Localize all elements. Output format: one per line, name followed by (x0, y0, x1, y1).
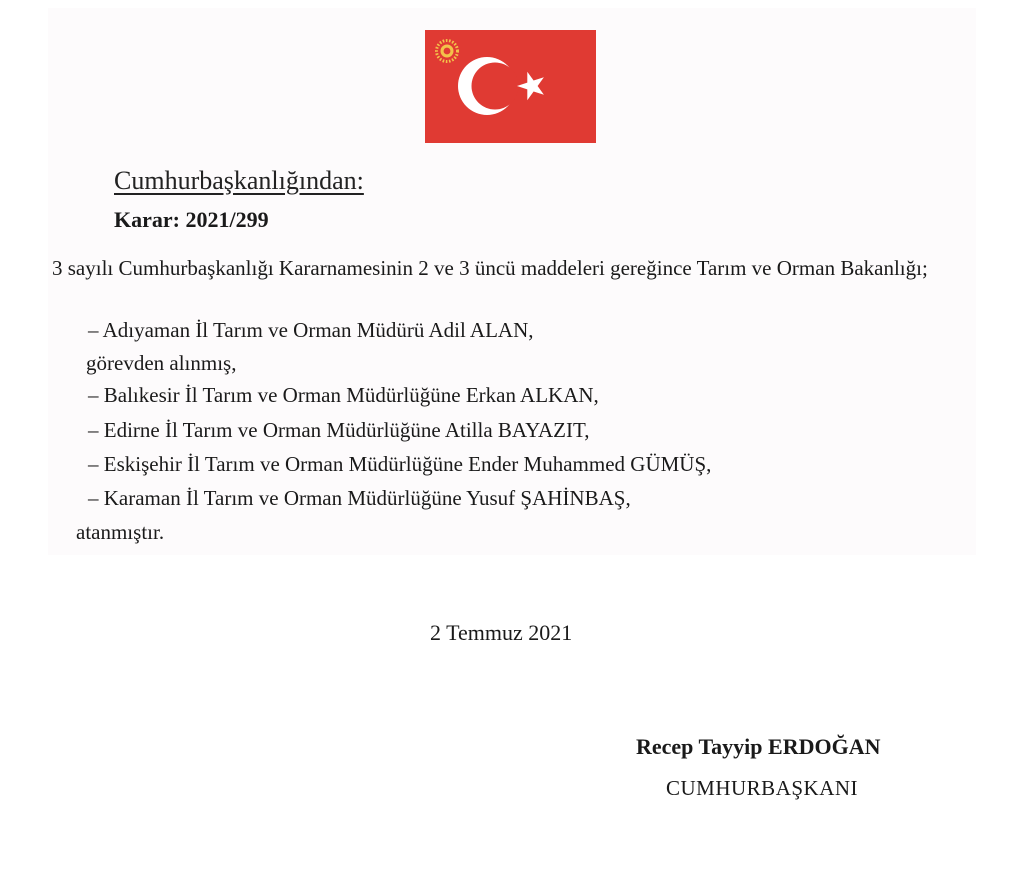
appointment-item: – Eskişehir İl Tarım ve Orman Müdürlüğüne Ender Muhammed GÜMÜŞ, (88, 452, 712, 476)
dismissal-closing: görevden alınmış, (86, 351, 237, 375)
appointment-item: – Karaman İl Tarım ve Orman Müdürlüğüne Yusuf ŞAHİNBAŞ, (88, 486, 631, 510)
turkish-flag-presidential-icon (425, 30, 596, 143)
decision-number: Karar: 2021/299 (114, 207, 269, 232)
dismissal-item: – Adıyaman İl Tarım ve Orman Müdürü Adil ALAN, (88, 318, 534, 342)
issuer-heading: Cumhurbaşkanlığından: (114, 166, 364, 195)
decision-date: 2 Temmuz 2021 (430, 620, 573, 645)
signatory-title: CUMHURBAŞKANI (666, 776, 859, 800)
appointment-item: – Balıkesir İl Tarım ve Orman Müdürlüğüne Erkan ALKAN, (88, 383, 599, 407)
appointments-closing: atanmıştır. (76, 520, 165, 544)
signatory-name: Recep Tayyip ERDOĞAN (636, 734, 881, 759)
preamble-paragraph: 3 sayılı Cumhurbaşkanlığı Kararnamesinin 2 ve 3 üncü maddeleri gereğince Tarım ve Orman Bakanlığı; (52, 256, 928, 280)
appointment-item: – Edirne İl Tarım ve Orman Müdürlüğüne Atilla BAYAZIT, (88, 418, 590, 442)
